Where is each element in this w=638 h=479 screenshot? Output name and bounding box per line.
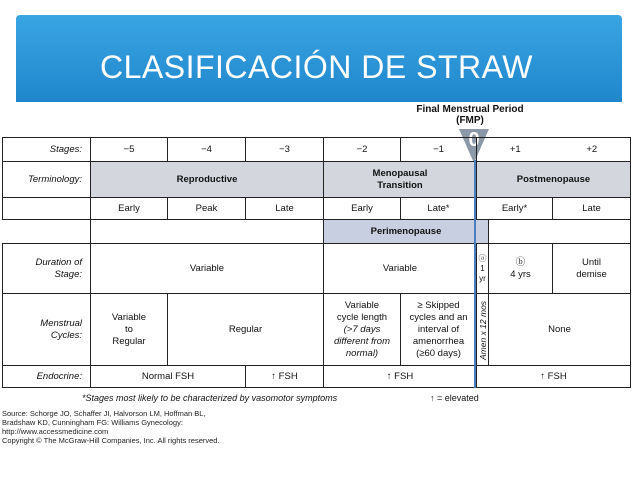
stages-label: Stages: xyxy=(3,138,91,162)
fmp-divider-line xyxy=(474,160,476,388)
fmp-label xyxy=(395,104,545,126)
subterm-late-transition: Late* xyxy=(401,198,477,220)
duration-late-line2: demise xyxy=(576,268,607,280)
cycles-minus1-line3: interval of xyxy=(417,323,460,335)
cycles-minus2-line5: normal) xyxy=(345,347,379,359)
cycles-minus1-line4: amenorrhea xyxy=(412,335,465,347)
menopausal-line2: Transition xyxy=(377,179,423,191)
duration-row xyxy=(3,244,631,294)
cycles-none: None xyxy=(489,294,631,366)
slide-title: CLASIFICACIÓN DE STRAW xyxy=(100,49,533,85)
cycles-minus2-line3: (>7 days xyxy=(343,323,381,335)
subterm-peak: Peak xyxy=(168,198,246,220)
reproductive-cell: Reproductive xyxy=(91,162,324,198)
cycles-minus5-line1: Variable xyxy=(111,311,147,323)
footnote: *Stages most likely to be characterized by vasomotor symptoms xyxy=(82,393,338,403)
cycles-minus1-line5: (≥60 days) xyxy=(416,347,461,359)
marker-b-icon: ⓑ xyxy=(515,256,526,268)
endocrine-row xyxy=(3,366,631,388)
source-citation xyxy=(2,409,206,436)
stage-minus4: −4 xyxy=(168,138,246,162)
subterm-row xyxy=(3,198,631,220)
menopausal-line1: Menopausal xyxy=(372,167,428,179)
terminology-row xyxy=(3,162,631,198)
menstrual-label xyxy=(3,294,91,366)
menstrual-label-line1: Menstrual xyxy=(40,317,82,329)
duration-transition: Variable xyxy=(324,244,477,294)
marker-a-icon: ⓐ xyxy=(478,253,487,263)
source-line2: Bradshaw KD, Cunningham FG: Williams Gynecology: xyxy=(2,418,183,427)
copyright-notice: Copyright © The McGraw-Hill Companies, Inc. All rights reserved. xyxy=(2,436,220,445)
cycles-minus2-line4: different from xyxy=(334,335,390,347)
endocrine-fsh-minus3: ↑ FSH xyxy=(246,366,324,388)
subterm-late: Late xyxy=(246,198,324,220)
fmp-zero: 0 xyxy=(468,129,480,151)
subterm-late-post: Late xyxy=(553,198,631,220)
terminology-label: Terminology: xyxy=(3,162,91,198)
stage-minus5: −5 xyxy=(91,138,168,162)
postmenopause-cell: Postmenopause xyxy=(477,162,631,198)
cycles-minus1-line2: cycles and an xyxy=(409,311,468,323)
cycles-minus2-line2: cycle length xyxy=(336,311,388,323)
duration-late-cell xyxy=(553,244,631,294)
endocrine-label: Endocrine: xyxy=(3,366,91,388)
cycles-minus1 xyxy=(401,294,477,366)
cycles-minus5-line2: to xyxy=(125,323,133,335)
stage-plus1: +1 xyxy=(509,143,521,155)
stage-minus2: −2 xyxy=(324,138,401,162)
subterm-early-transition: Early xyxy=(324,198,401,220)
duration-a-line2: yr xyxy=(479,273,486,283)
source-line3: http://www.accessmedicine.com xyxy=(2,427,109,436)
stages-row xyxy=(3,138,631,162)
stage-minus3: −3 xyxy=(246,138,324,162)
source-line1: Source: Schorge JO, Schaffer JI, Halvorson LM, Hoffman BL, xyxy=(2,409,206,418)
duration-late-line1: Until xyxy=(581,256,601,268)
cycles-minus2 xyxy=(324,294,401,366)
straw-table xyxy=(2,137,631,388)
endocrine-fsh-transition: ↑ FSH xyxy=(324,366,477,388)
cycles-minus5 xyxy=(91,294,168,366)
fmp-label-line2: (FMP) xyxy=(456,115,484,126)
duration-b-cell xyxy=(489,244,553,294)
stage-plus2: +2 xyxy=(586,143,598,155)
cycles-regular: Regular xyxy=(168,294,324,366)
menopausal-transition-cell xyxy=(324,162,477,198)
endocrine-fsh-post: ↑ FSH xyxy=(477,366,631,388)
title-banner xyxy=(16,15,622,102)
duration-label xyxy=(3,244,91,294)
amen-12-mos-label: Amen x 12 mos xyxy=(477,294,489,366)
duration-reproductive: Variable xyxy=(91,244,324,294)
duration-a-cell xyxy=(477,244,489,294)
elevated-legend: ↑ = elevated xyxy=(430,393,479,403)
perimenopause-row xyxy=(3,220,631,244)
menstrual-row xyxy=(3,294,631,366)
duration-label-line1: Duration of xyxy=(35,256,82,268)
perimenopause-cell: Perimenopause xyxy=(324,220,489,244)
subterm-early: Early xyxy=(91,198,168,220)
subterm-early-post: Early* xyxy=(477,198,553,220)
cycles-minus5-line3: Regular xyxy=(112,335,146,347)
menstrual-label-line2: Cycles: xyxy=(50,329,82,341)
duration-b-value: 4 yrs xyxy=(510,268,531,280)
fmp-label-line1: Final Menstrual Period xyxy=(416,104,524,115)
stage-minus1: −1 xyxy=(401,138,477,162)
duration-a-line1: 1 xyxy=(480,263,485,273)
cycles-minus2-line1: Variable xyxy=(344,299,380,311)
duration-label-line2: Stage: xyxy=(54,268,82,280)
cycles-minus1-line1: ≥ Skipped xyxy=(417,299,460,311)
endocrine-normal: Normal FSH xyxy=(91,366,246,388)
